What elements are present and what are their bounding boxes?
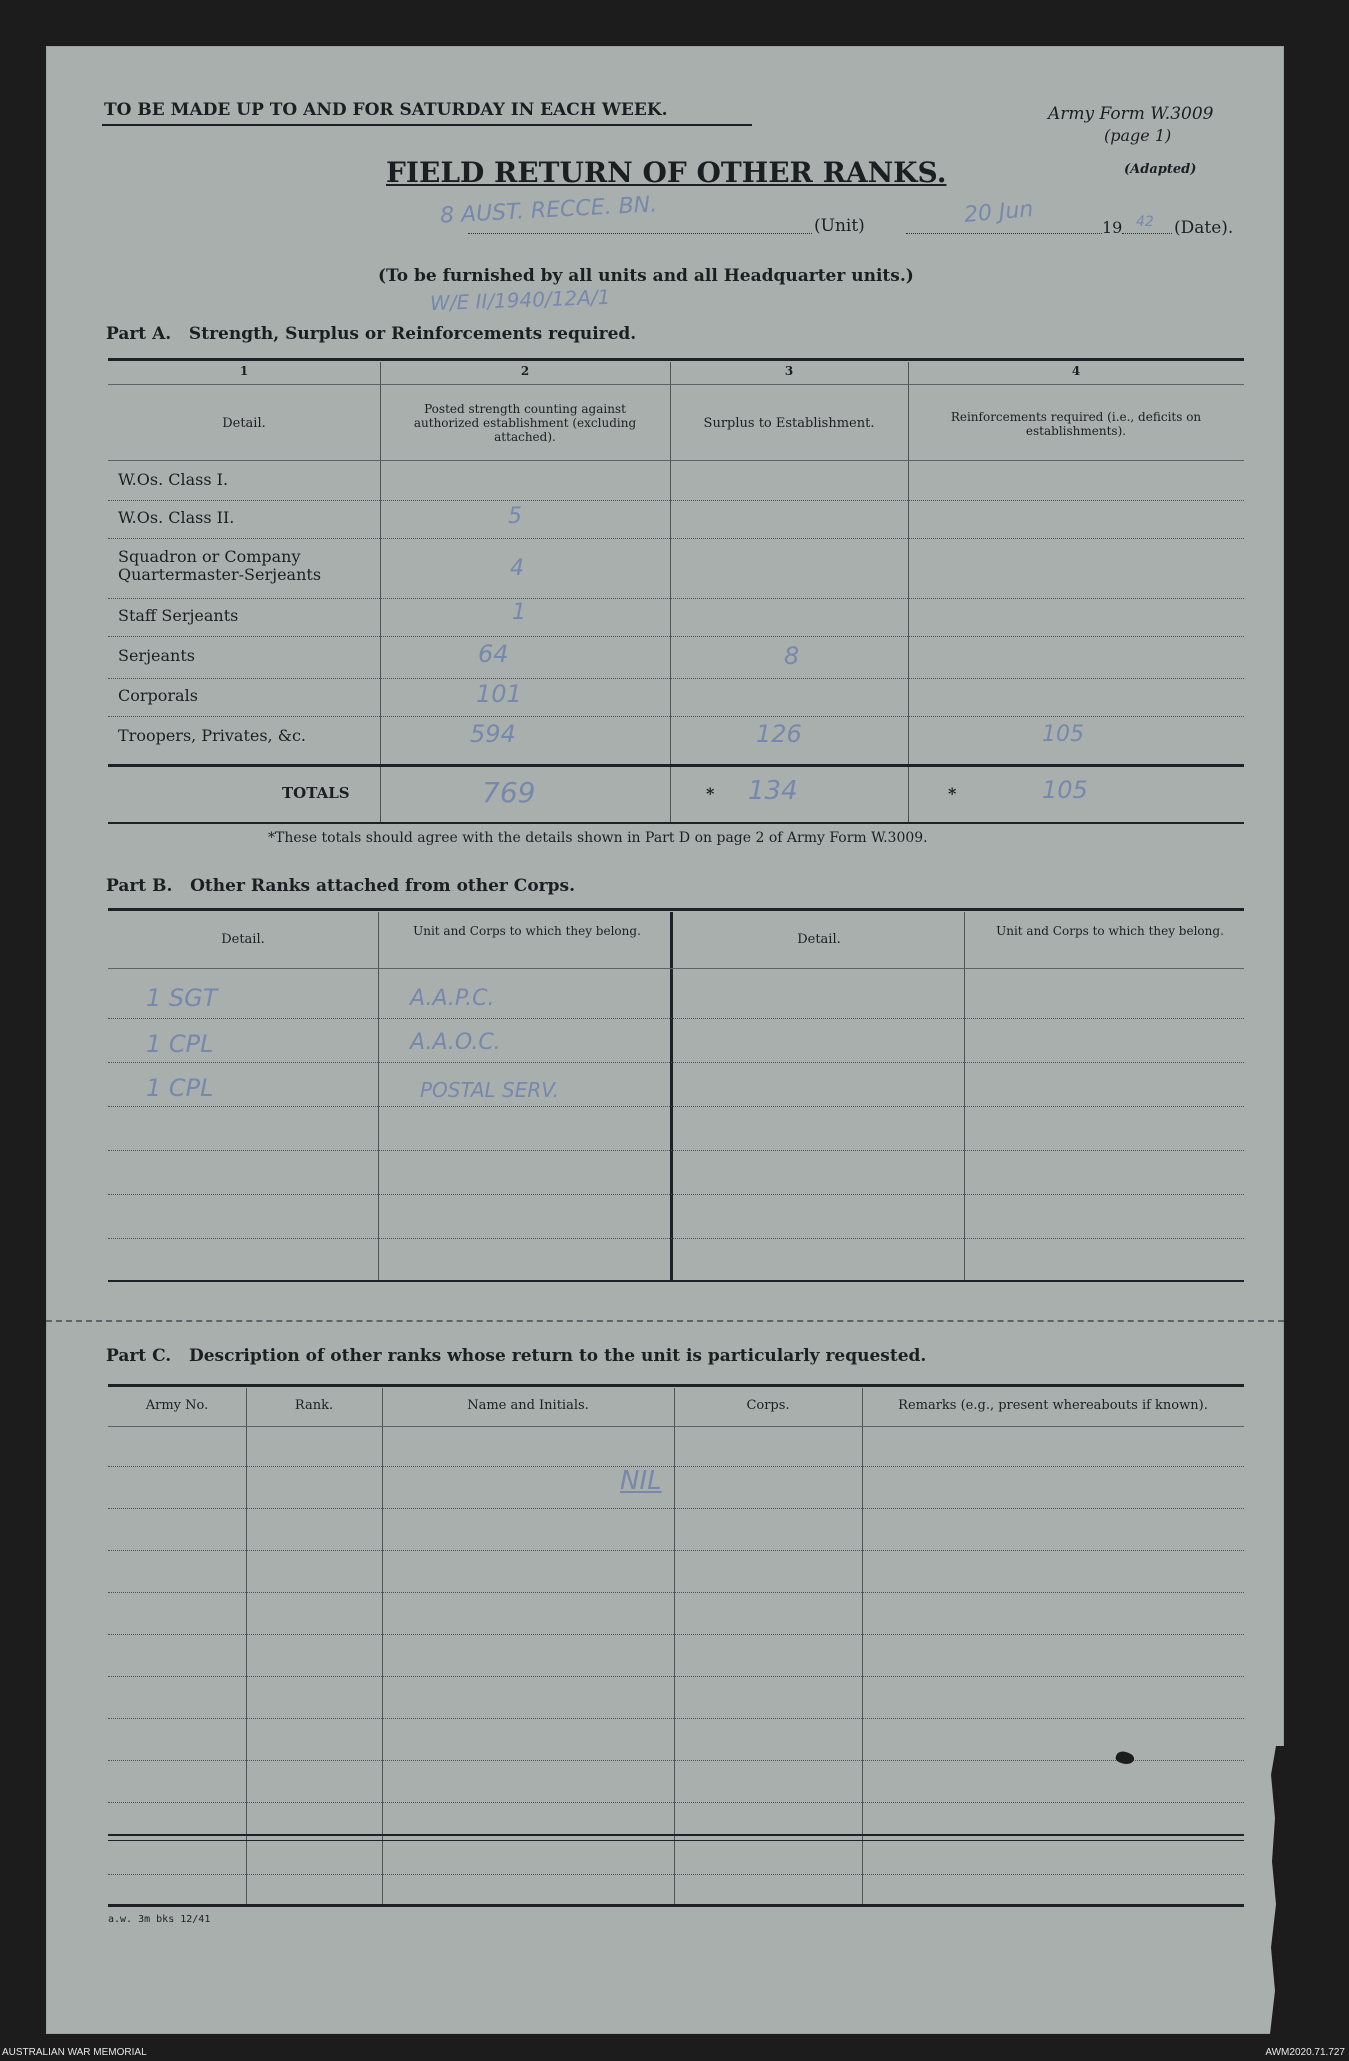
part-b-heading: Part B. Other Ranks attached from other Corps. [106,876,576,896]
row-rule [108,1760,1244,1761]
row-rule [108,1802,1244,1803]
row-rule [108,1874,1244,1875]
row-rule [108,1238,1244,1239]
part-c-header-rank: Rank. [294,1398,334,1413]
form-title: FIELD RETURN OF OTHER RANKS. [386,156,947,189]
date-field-line [906,233,1102,234]
part-b-detail-2: 1 CPL [146,1030,214,1058]
part-c-top-rule [108,1384,1244,1387]
row-label-serjeants: Serjeants [118,646,195,665]
part-c-header-army-no: Army No. [145,1398,209,1413]
part-a-col-divider-2 [670,362,671,824]
part-b-detail-3: 1 CPL [146,1074,214,1102]
row-label-wo1: W.Os. Class I. [118,470,229,489]
row-label-corporals: Corporals [118,686,198,705]
perforation-line [46,1320,1284,1322]
form-sheet [46,46,1284,2034]
posted-serjeants: 64 [478,640,509,668]
row-rule [108,1676,1244,1677]
page-number: (page 1) [1104,126,1172,145]
row-rule [108,1508,1244,1509]
col-number-2: 2 [520,364,530,378]
adapted-label: (Adapted) [1124,162,1197,177]
reinf-troopers: 105 [1042,722,1084,747]
row-rule [108,538,1244,539]
totals-top-rule [108,764,1244,767]
row-rule [108,1194,1244,1195]
part-a-header-rule [108,460,1244,461]
part-c-header-name: Name and Initials. [467,1398,589,1413]
row-label-cqms-text: Squadron or Company Quartermaster-Serjeants [118,547,322,584]
form-number: Army Form W.3009 [1048,104,1214,124]
posted-staff-serjeants: 1 [512,600,526,625]
asterisk-reinf: * [948,784,957,803]
row-rule [108,1592,1244,1593]
part-c-heading: Part C. Description of other ranks whose return to the unit is particularly requested. [106,1346,927,1366]
part-c-header-rule [108,1426,1244,1427]
row-rule [108,716,1244,717]
posted-corporals: 101 [476,680,522,708]
part-b-corps-3: POSTAL SERV. [420,1078,560,1102]
surplus-serjeants: 8 [784,642,800,670]
row-rule [108,678,1244,679]
part-b-top-rule [108,908,1244,911]
part-a-col-divider-1 [380,362,381,824]
year-prefix: 19 [1102,218,1123,237]
handwritten-date: 20 Jun [963,197,1035,228]
row-rule [108,500,1244,501]
posted-cqms: 4 [510,556,524,581]
torn-edge [1264,1746,1284,2034]
total-surplus: 134 [748,776,798,806]
unit-field-line [468,233,812,234]
part-a-col-divider-3 [908,362,909,824]
part-a-top-rule [108,358,1244,361]
row-rule [108,636,1244,637]
part-c-bottom-rule [108,1904,1244,1907]
caption-left: AUSTRALIAN WAR MEMORIAL [2,2047,147,2058]
instruction-line: TO BE MADE UP TO AND FOR SATURDAY IN EACH WEEK. [104,100,668,120]
surplus-troopers: 126 [756,720,802,748]
row-rule [108,1718,1244,1719]
row-label-wo2: W.Os. Class II. [118,508,235,527]
part-b-corps-1: A.A.P.C. [410,986,495,1011]
col-header-reinforcements: Reinforcements required (i.e., deficits on establishments). [950,410,1202,438]
row-rule [108,598,1244,599]
date-label: (Date). [1174,218,1234,238]
col-number-1: 1 [239,364,249,378]
posted-troopers: 594 [470,720,516,748]
instruction-underline [102,124,752,126]
part-b-header-detail-left: Detail. [221,932,265,947]
total-posted: 769 [482,776,536,809]
handwritten-year: 42 [1136,214,1154,230]
asterisk-surplus: * [706,784,715,803]
part-b-header-corps-right: Unit and Corps to which they belong. [996,924,1224,938]
part-b-detail-1: 1 SGT [146,984,218,1012]
col-number-rule [108,384,1244,385]
part-c-nil-entry: NIL [620,1466,662,1496]
part-b-header-corps-left: Unit and Corps to which they belong. [413,924,641,938]
part-c-header-remarks: Remarks (e.g., present whereabouts if known). [898,1398,1208,1413]
row-rule [108,1062,1244,1063]
caption-right: AWM2020.71.727 [1265,2047,1345,2058]
part-b-bottom-rule [108,1280,1244,1282]
totals-bottom-rule [108,822,1244,824]
handwritten-unit: 8 AUST. RECCE. BN. [439,192,658,229]
col-header-surplus: Surplus to Establishment. [703,416,875,431]
row-rule [108,1106,1244,1107]
furnish-note: (To be furnished by all units and all Headquarter units.) [378,266,914,286]
year-field-line [1122,233,1172,234]
col-header-posted: Posted strength counting against authorized establishment (excluding attached). [413,402,637,444]
row-rule [108,1150,1244,1151]
part-a-footnote: *These totals should agree with the details shown in Part D on page 2 of Army Form W.3009. [268,830,928,846]
part-a-heading: Part A. Strength, Surplus or Reinforcements required. [106,324,637,344]
part-b-header-detail-right: Detail. [797,932,841,947]
row-label-troopers: Troopers, Privates, &c. [118,726,307,745]
row-rule [108,1550,1244,1551]
col-number-3: 3 [784,364,794,378]
total-reinf: 105 [1042,776,1088,804]
part-b-corps-2: A.A.O.C. [410,1030,501,1055]
handwritten-reference: W/E II/1940/12A/1 [429,284,611,316]
row-rule [108,1634,1244,1635]
row-label-staff-serjeants: Staff Serjeants [118,606,239,625]
part-c-lower-rule-1 [108,1834,1244,1836]
posted-wo2: 5 [508,504,522,529]
col-number-4: 4 [1071,364,1081,378]
part-b-header-rule [108,968,1244,969]
col-header-detail: Detail. [222,416,266,431]
row-rule [108,1466,1244,1467]
totals-label: TOTALS [282,784,350,802]
unit-label: (Unit) [814,216,865,236]
row-rule [108,1018,1244,1019]
part-c-lower-rule-2 [108,1840,1244,1841]
part-c-header-corps: Corps. [746,1398,790,1413]
row-label-cqms [118,548,378,584]
print-code: a.w. 3m bks 12/41 [108,1914,211,1925]
